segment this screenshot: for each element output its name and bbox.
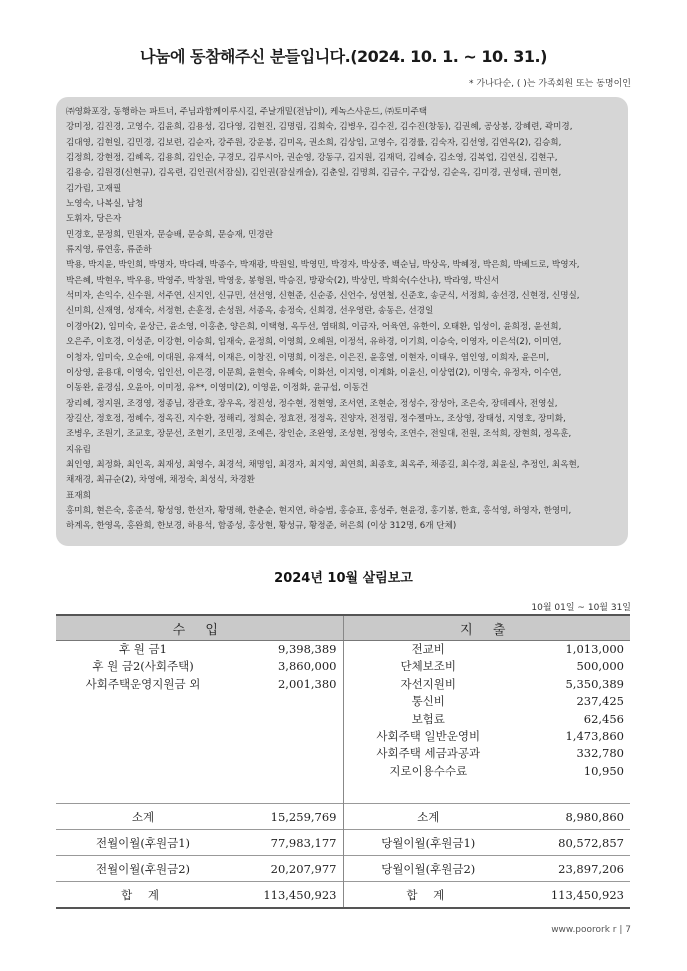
income-item-amount: 3,860,000: [277, 659, 337, 674]
expense-subtotal-amount: 8,980,860: [513, 804, 630, 830]
income-total-amount: 113,450,923: [230, 882, 343, 909]
ledger-table: [56, 614, 630, 909]
donor-line: 강미정, 김진경, 고영수, 김윤희, 김용성, 김다영, 김현진, 김명림, 김희숙, 김병우, 김수진, 김수진(창동), 김권혜, 공상봉, 강혜련, 곽미경,: [66, 122, 573, 133]
expense-amounts: [513, 641, 630, 804]
expense-item-amount: 500,000: [576, 659, 624, 674]
prev-carryover1-label: 전월이월(후원금1): [56, 830, 230, 856]
income-item-amount: 2,001,380: [277, 676, 337, 691]
donor-line: 이동완, 윤경심, 오윤아, 이미정, 유**, 이영미(2), 이영윤, 이정화, 윤규섭, 이동건: [66, 383, 369, 394]
income-item-label: 후 원 금2(사회주택): [92, 659, 194, 674]
donor-line: 이경아(2), 임미숙, 윤상근, 윤소영, 이홍춘, 양은희, 이택형, 옥두선, 염태희, 이금자, 어육연, 유한이, 오태환, 임성이, 윤희정, 윤선희,: [66, 321, 562, 332]
donor-line: 채재경, 최규순(2), 차영애, 채정숙, 최성식, 차경환: [66, 475, 255, 486]
donor-line: 이상영, 윤용대, 이영숙, 임인선, 이은경, 이문희, 윤현숙, 유혜숙, 이화선, 이지영, 이계화, 이윤신, 이상엽(2), 이명숙, 유정자, 이수연,: [66, 367, 562, 378]
income-item-amount: 9,398,389: [277, 642, 337, 656]
expense-item-label: 보험료: [411, 711, 445, 726]
donor-list-panel: [56, 97, 628, 546]
report-period: 10월 01일 ~ 10월 31일: [531, 603, 631, 613]
income-total-label: 합 계: [56, 882, 230, 909]
donor-line: 이청자, 임미숙, 오순애, 이대원, 유재석, 이재은, 이창진, 이명희, 이정은, 이은진, 윤홍열, 이현자, 이태우, 염인영, 이희자, 윤은미,: [66, 352, 550, 363]
income-header: 수 입: [56, 615, 343, 641]
donor-line: 오은주, 이호경, 이성준, 이강현, 이승희, 임재숙, 윤정희, 이영희, 오혜원, 이정석, 유하경, 이기희, 이승숙, 이영자, 이은석(2), 이미연,: [66, 337, 562, 348]
expense-item-label: 자선지원비: [400, 676, 457, 691]
expense-total-amount: 113,450,923: [513, 882, 630, 909]
expense-item-amount: 1,473,860: [565, 728, 624, 743]
donor-line: 표재희: [66, 490, 91, 501]
sort-note: * 가나다순, ( )는 가족회원 또는 동명이인: [469, 79, 631, 89]
expense-item-label: 단체보조비: [400, 659, 457, 674]
expense-item-amount: 5,350,389: [565, 676, 624, 691]
donor-line: 석미자, 손익수, 신수원, 서주연, 신지인, 신규민, 선선영, 신현준, 신순종, 신언수, 성연철, 신준호, 송군식, 서정희, 송선경, 신현정, 신명실,: [66, 291, 580, 302]
expense-subtotal-label: 소계: [343, 804, 513, 830]
expense-item-amount: 237,425: [576, 694, 624, 709]
expense-item-label: 사회주택 일반운영비: [376, 728, 481, 743]
donor-line: 지유림: [66, 444, 91, 455]
donor-line: 장길산, 정호정, 정혜수, 정옥진, 지수환, 정해리, 정희순, 정효전, 정정옥, 진양자, 전정림, 정수젤마노, 조상영, 장태성, 지영호, 장미화,: [66, 413, 566, 424]
expense-header: 지 출: [343, 615, 630, 641]
income-subtotal-amount: 15,259,769: [230, 804, 343, 830]
expense-item-amount: 332,780: [576, 746, 624, 761]
donor-line: 장리혜, 정지원, 조경영, 정종님, 장관호, 장우옥, 정진성, 정수현, 정현영, 조서연, 조현순, 정성수, 장성아, 조은숙, 장데레사, 전영실,: [66, 398, 558, 409]
donor-line: 박용, 박지윤, 박인희, 박명자, 박다래, 박종수, 박재광, 박원일, 박영민, 박경자, 박상중, 백순님, 박상옥, 박혜정, 박은희, 박베드로, 박영자,: [66, 260, 580, 271]
expense-item-amount: 1,013,000: [565, 642, 624, 656]
prev-carryover1-amount: 77,983,177: [230, 830, 343, 856]
donor-line: 신미희, 신재영, 성재숙, 서정현, 손훈정, 손성원, 서종옥, 송정숙, 신희경, 선우영란, 송동은, 선경일: [66, 306, 434, 317]
donor-line: 도휘자, 당은자: [66, 214, 122, 225]
prev-carryover2-amount: 20,207,977: [230, 856, 343, 882]
page-footer: www.poorork r | 7: [551, 925, 631, 935]
donor-line: 김용승, 김원경(신현규), 김옥련, 김인권(서잠실), 김인권(잠실캐슬), 김춘일, 김명희, 김금수, 구갑성, 김순옥, 김미경, 권성태, 권미현,: [66, 168, 562, 179]
income-amounts: [230, 641, 343, 804]
expense-labels: [343, 641, 513, 804]
donor-line: 민경호, 문정희, 민원자, 문승배, 문승희, 문승재, 민경란: [66, 229, 274, 240]
donor-line: 하계옥, 한영옥, 홍완희, 한보경, 하용석, 함종성, 홍상현, 황성규, 황정준, 허은희 (이상 312명, 6개 단체): [66, 521, 457, 532]
income-item-label: 후 원 금1: [119, 642, 167, 656]
expense-item-label: 전교비: [411, 642, 445, 656]
curr-carryover1-amount: 80,572,857: [513, 830, 630, 856]
prev-carryover2-label: 전월이월(후원금2): [56, 856, 230, 882]
page-title: 나눔에 동참해주신 분들입니다.(2024. 10. 1. ~ 10. 31.): [140, 47, 547, 66]
expense-item-amount: 10,950: [583, 763, 624, 778]
donor-line: 김정희, 강현정, 김혜옥, 김용희, 김인순, 구경모, 김루시아, 권순영, 강동구, 김지원, 김재덕, 김혜승, 김소영, 김복업, 김연실, 김현구,: [66, 153, 558, 164]
donor-line: 노영숙, 나복실, 남청: [66, 199, 144, 210]
expense-item-label: 사회주택 세금과공과: [376, 746, 481, 761]
donor-line: 김가림, 고재필: [66, 183, 122, 194]
curr-carryover2-amount: 23,897,206: [513, 856, 630, 882]
donor-line: 홍미희, 현은숙, 홍준석, 황성영, 한선자, 황명해, 한춘순, 현지연, 하승범, 홍승표, 홍성주, 현윤경, 홍기봉, 한효, 홍석영, 하영자, 한영미,: [66, 505, 572, 516]
donor-line: 조병우, 조원기, 조교호, 장문선, 조현기, 조민정, 조예은, 장인순, 조완영, 조성현, 정영숙, 조연수, 전일대, 전원, 조석희, 장현희, 정옥훈,: [66, 429, 572, 440]
income-subtotal-label: 소계: [56, 804, 230, 830]
curr-carryover1-label: 당월이월(후원금1): [343, 830, 513, 856]
income-item-label: 사회주택운영지원금 외: [85, 676, 201, 691]
donor-line: 김대영, 김현일, 김민경, 김보련, 김순자, 강주원, 강운봉, 김미옥, 권소희, 김상임, 고영수, 김경률, 김숙자, 김선영, 김연옥(2), 김승희,: [66, 137, 562, 148]
donor-line: 박은혜, 박현우, 박우용, 박영주, 박창원, 박영웅, 봉형원, 박승진, 방광숙(2), 박상민, 박희숙(수산나), 박라영, 박신서: [66, 275, 500, 286]
expense-item-label: 지로이용수수료: [389, 763, 468, 778]
expense-item-amount: 62,456: [583, 711, 624, 726]
donor-line: 류지영, 류연홍, 류준하: [66, 245, 152, 256]
income-labels: [56, 641, 230, 804]
donor-line: ㈜영화포장, 동행하는 파트너, 주님과함께이루시길, 주날개밑(전남이), 케녹스사운드, ㈜토미주택: [66, 107, 428, 117]
donor-line: 최인영, 최정화, 최인옥, 최재성, 최영수, 최경석, 채명임, 최경자, 최지영, 최연희, 최종호, 최옥주, 채종길, 최수경, 최윤실, 추정인, 최옥현,: [66, 459, 580, 470]
expense-item-label: 통신비: [411, 694, 445, 709]
report-title: 2024년 10월 살림보고: [274, 571, 413, 586]
expense-total-label: 합 계: [343, 882, 513, 909]
curr-carryover2-label: 당월이월(후원금2): [343, 856, 513, 882]
